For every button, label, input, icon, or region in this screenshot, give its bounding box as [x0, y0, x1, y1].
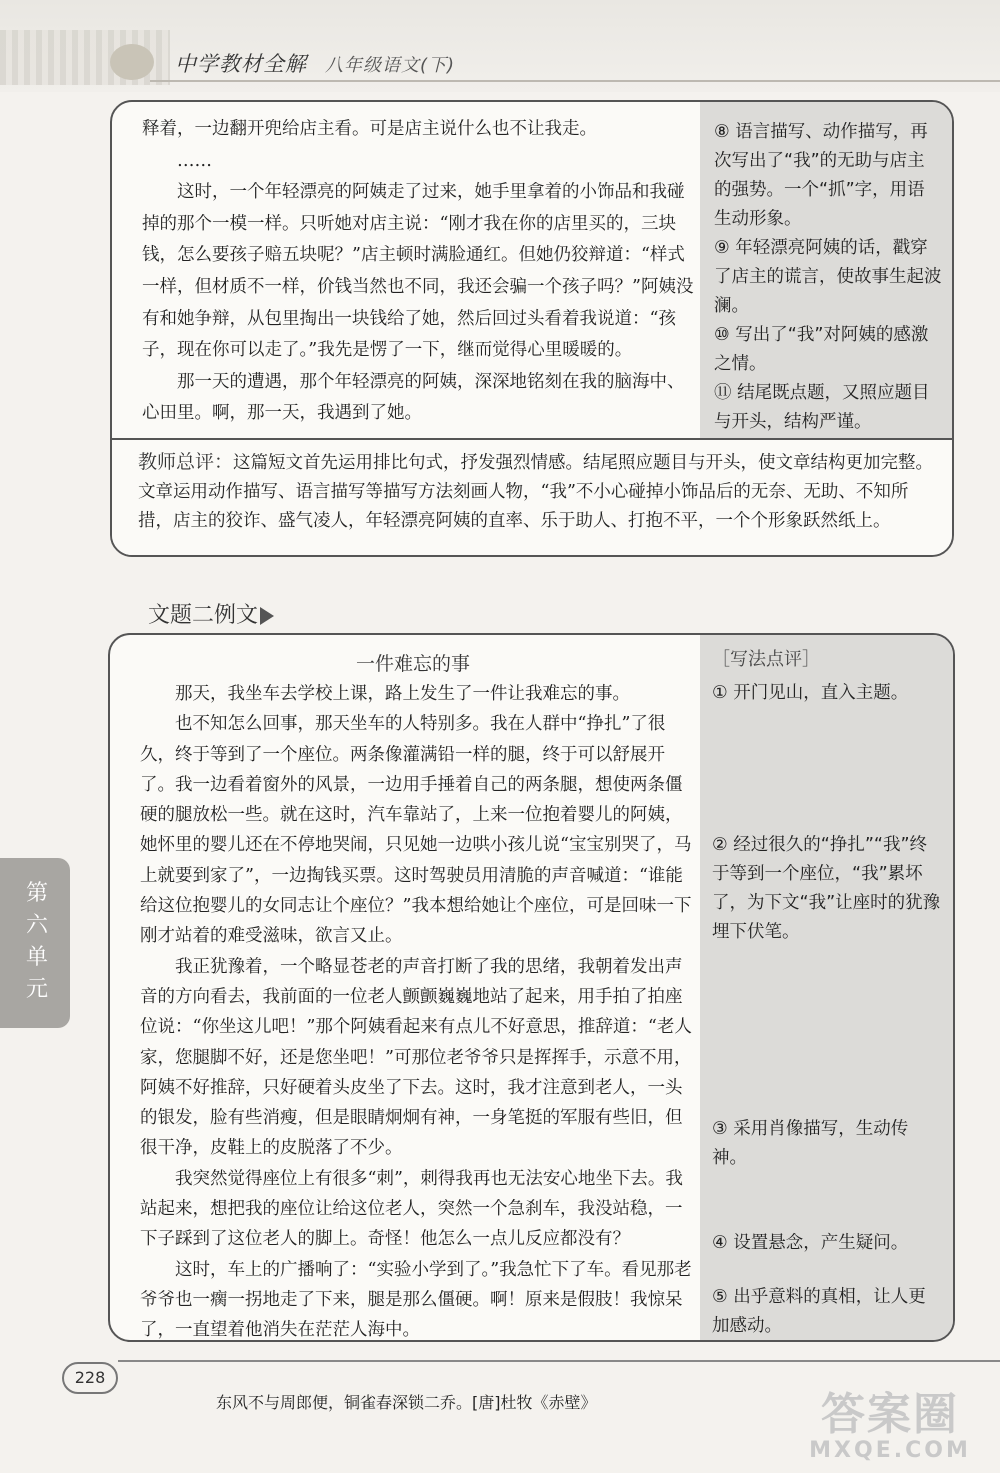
paragraph: 这时，车上的广播响了：“实验小学到了。”我急忙下了车。看见那老爷爷也一瘸一拐地走了下来，腿是那么僵硬。啊！原来是假肢！我惊呆了，一直望着他消失在茫茫人海中。 [140, 1259, 692, 1341]
example2-box [108, 633, 955, 1342]
paragraph: 释着，一边翻开兜给店主看。可是店主说什么也不让我走。 [142, 119, 597, 139]
paragraph: 这时，一个年轻漂亮的阿姨走了过来，她手里拿着的小饰品和我碰掉的那个一模一样。只听她对店主说：“刚才我在你的店里买的，三块钱，怎么要孩子赔五块呢？”店主顿时满脸通红。但她仍狡辩道：“样式一样，但材质不一样，价钱当然也不同，我还会骗一个孩子吗？”阿姨没有和她争辩，从包里掏出一块钱给了她，然后回过头看着我说道：“孩子，现在你可以走了。”我先是愣了一下，继而觉得心里暖暖的。 [142, 182, 694, 361]
summary-text: 这篇短文首先运用排比句式，抒发强烈情感。结尾照应题目与开头，使文章结构更加完整。文章运用动作描写、语言描写等描写方法刻画人物，“我”不小心碰掉小饰品后的无奈、无助、不知所措，店主的狡诈、盛气凌人，年轻漂亮阿姨的直率、乐于助人、打抱不平，一个个形象跃然纸上。 [138, 453, 934, 531]
example1-comments [700, 102, 952, 438]
paragraph: 那天，我坐车去学校上课，路上发生了一件让我难忘的事。 [175, 684, 630, 704]
book-subtitle: 八年级语文(下) [325, 55, 456, 76]
comment: ⑩ 写出了“我”对阿姨的感激之情。 [714, 325, 929, 374]
comment: ③ 采用肖像描写，生动传神。 [712, 1119, 909, 1168]
comment: ④ 设置悬念，产生疑问。 [712, 1233, 909, 1253]
watermark-bottom: MXQE.COM [809, 1438, 971, 1463]
paragraph: 也不知怎么回事，那天坐车的人特别多。我在人群中“挣扎”了很久，终于等到了一个座位。两条像灌满铅一样的腿，终于可以舒展开了。我一边看着窗外的风景，一边用手捶着自己的两条腿，想使两条僵硬的腿放松一些。就在这时，汽车靠站了，上来一位抱着婴儿的阿姨，她怀里的婴儿还在不停地哭闹，只见她一边哄小孩儿说“宝宝别哭了，马上就要到家了”，一边掏钱买票。这时驾驶员用清脆的声音喊道：“谁能给这位抱婴儿的女同志让个座位？”我本想给她让个座位，可是回味一下刚才站着的难受滋味，欲言又止。 [140, 714, 692, 947]
footer-rule [118, 1360, 1000, 1362]
writing-comments [700, 635, 953, 1340]
footer-poem: 东风不与周郎便，铜雀春深锁二乔。[唐]杜牧《赤壁》 [216, 1393, 597, 1412]
unit-tab [0, 858, 70, 1028]
example1-text [142, 114, 698, 430]
watermark-logo [795, 1389, 985, 1463]
comment: ⑧ 语言描写、动作描写，再次写出了“我”的无助与店主的强势。一个“抓”字，用语生动形象。 [714, 122, 928, 229]
summary-label: 教师总评： [138, 451, 234, 473]
teacher-summary [112, 438, 952, 555]
comment: ① 开门见山，直入主题。 [712, 683, 909, 703]
comment: ② 经过很久的“挣扎”“我”终于等到一个座位，“我”累坏了，为下文“我”让座时的犹豫埋下伏笔。 [712, 835, 941, 942]
paragraph: 我突然觉得座位上有很多“刺”，刺得我再也无法安心地坐下去。我站起来，想把我的座位让给这位老人，突然一个急刹车，我没站稳，一下子踩到了这位老人的脚上。奇怪！他怎么一点儿反应都没有？ [140, 1168, 683, 1250]
leaf-icon [110, 44, 154, 80]
comment: ⑪ 结尾既点题，又照应题目与开头，结构严谨。 [714, 383, 930, 432]
comment: ⑤ 出乎意料的真相，让人更加感动。 [712, 1287, 926, 1336]
book-title [175, 48, 455, 78]
page-header [0, 0, 1000, 92]
ellipsis: …… [177, 150, 212, 171]
paragraph: 我正犹豫着，一个略显苍老的声音打断了我的思绪，我朝着发出声音的方向看去，我前面的一位老人颤颤巍巍地站了起来，用手拍了拍座位说：“你坐这儿吧！”那个阿姨看起来有点儿不好意思，推辞道：“老人家，您腿脚不好，还是您坐吧！”可那位老爷爷只是挥挥手，示意不用，阿姨不好推辞，只好硬着头皮坐了下去。这时，我才注意到老人，一头的银发，脸有些消瘦，但是眼睛炯炯有神，一身笔挺的军服有些旧，但很干净，皮鞋上的皮脱落了不少。 [140, 956, 692, 1159]
triangle-icon [260, 607, 274, 625]
paragraph: 那一天的遭遇，那个年轻漂亮的阿姨，深深地铭刻在我的脑海中、心田里。啊，那一天，我遇到了她。 [142, 371, 685, 424]
comment-label: ［写法点评］ [712, 649, 820, 670]
book-title-text: 中学教材全解 [175, 52, 307, 76]
unit-tab-label: 第六单元 [25, 881, 48, 1002]
example1-box [110, 100, 954, 557]
essay-text [140, 679, 696, 1342]
header-rule [150, 80, 1000, 82]
section-title-text: 文题二例文 [148, 603, 259, 628]
watermark-top: 答案圈 [821, 1389, 959, 1440]
comment: ⑨ 年轻漂亮阿姨的话，戳穿了店主的谎言，使故事生起波澜。 [714, 238, 942, 316]
essay-title: 一件难忘的事 [356, 653, 471, 675]
page-number: 228 [62, 1362, 118, 1394]
section-title [148, 598, 274, 629]
